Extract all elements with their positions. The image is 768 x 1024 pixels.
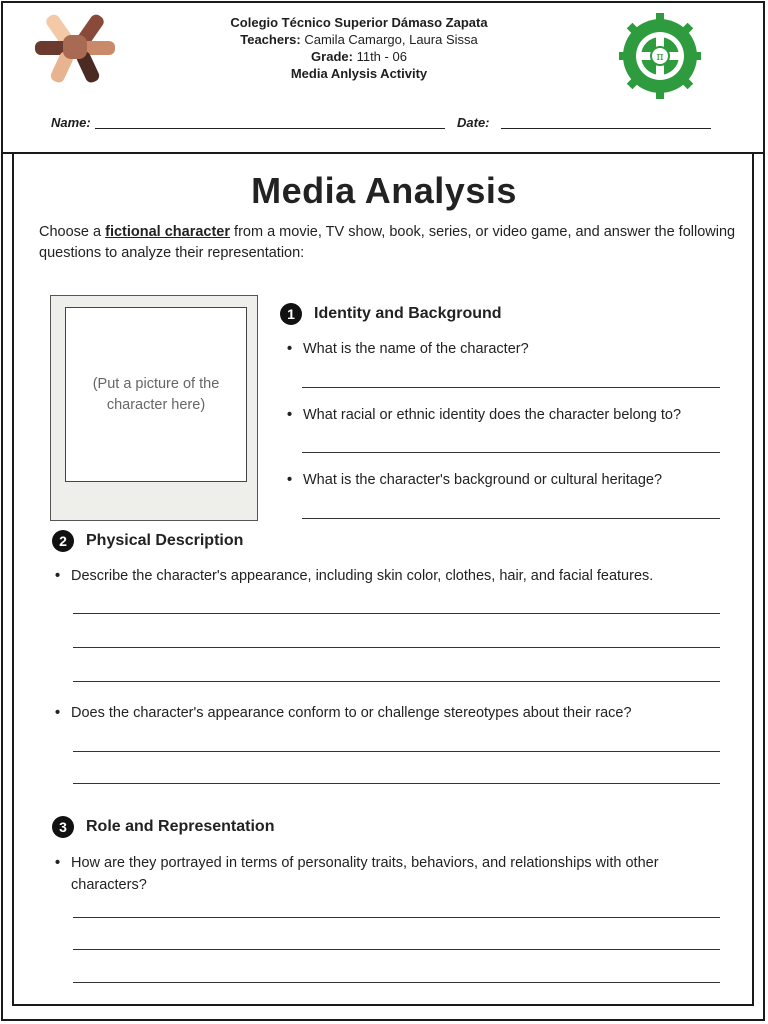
question-1-1: • What is the name of the character? [287, 341, 529, 357]
answer-line-1-1[interactable] [302, 387, 720, 388]
answer-line-1-2[interactable] [302, 452, 720, 453]
grade-value: 11th - 06 [356, 49, 407, 64]
name-field[interactable] [95, 128, 445, 129]
answer-line-2-2b[interactable] [73, 783, 720, 784]
intro-before: Choose a [39, 224, 106, 240]
teachers-line [151, 31, 567, 48]
activity-title: Media Anlysis Activity [290, 66, 428, 81]
school-seal-icon [619, 11, 701, 101]
school-name: Colegio Técnico Superior Dámaso Zapata [230, 15, 488, 30]
section-2-title: Physical Description [86, 532, 244, 549]
section-2-number: 2 [52, 530, 74, 552]
section-1-number: 1 [280, 303, 302, 325]
intro-after: from a movie, TV show, book, series, or video game, and answer the following questions to analyze their representation: [39, 224, 736, 261]
teachers-value: Camila Camargo, Laura Sissa [304, 32, 478, 47]
question-1-3: • What is the character's background or cultural heritage? [287, 472, 663, 488]
question-3-1: • How are they portrayed in terms of personality traits, behaviors, and relationships with other characters? [55, 852, 725, 896]
section-3-title: Role and Representation [86, 818, 275, 835]
answer-line-2-2a[interactable] [73, 751, 720, 752]
question-2-2: • Does the character's appearance conform to or challenge stereotypes about their race? [55, 705, 632, 721]
question-1-2: • What racial or ethnic identity does the character belong to? [287, 407, 682, 423]
question-2-1-text: Describe the character's appearance, including skin color, clothes, hair, and facial features. [71, 568, 654, 584]
date-label: Date: [457, 115, 490, 130]
answer-line-2-1c[interactable] [73, 681, 720, 682]
hands-logo-icon [25, 11, 125, 85]
section-1-title: Identity and Background [314, 305, 502, 322]
question-1-1-text: What is the name of the character? [303, 341, 529, 357]
name-label: Name: [51, 115, 91, 130]
grade-label: Grade: [311, 49, 353, 64]
teachers-label: Teachers: [240, 32, 301, 47]
worksheet-header [1, 1, 765, 154]
section-1-heading [280, 303, 502, 325]
answer-line-2-1b[interactable] [73, 647, 720, 648]
answer-line-3-1b[interactable] [73, 949, 720, 950]
answer-line-2-1a[interactable] [73, 613, 720, 614]
intro-emphasis: fictional character [105, 224, 231, 240]
school-info [151, 14, 567, 82]
question-2-1: • Describe the character's appearance, including skin color, clothes, hair, and facial features. [55, 568, 654, 584]
svg-text:π: π [656, 50, 664, 63]
intro-paragraph [39, 222, 739, 264]
answer-line-1-3[interactable] [302, 518, 720, 519]
question-2-2-text: Does the character's appearance conform to or challenge stereotypes about their race? [71, 705, 632, 721]
answer-line-3-1c[interactable] [73, 982, 720, 983]
section-3-number: 3 [52, 816, 74, 838]
date-field[interactable] [501, 128, 711, 129]
section-2-heading [52, 530, 243, 552]
question-1-3-text: What is the character's background or cultural heritage? [303, 472, 663, 488]
grade-line [151, 48, 567, 65]
question-3-1-text: How are they portrayed in terms of personality traits, behaviors, and relationships with other characters? [71, 855, 659, 893]
section-3-heading [52, 816, 274, 838]
photo-placeholder[interactable] [65, 307, 247, 482]
photo-placeholder-text: (Put a picture of the character here) [92, 375, 220, 413]
question-1-2-text: What racial or ethnic identity does the character belong to? [303, 407, 682, 423]
page-title: Media Analysis [251, 170, 517, 211]
answer-line-3-1a[interactable] [73, 917, 720, 918]
